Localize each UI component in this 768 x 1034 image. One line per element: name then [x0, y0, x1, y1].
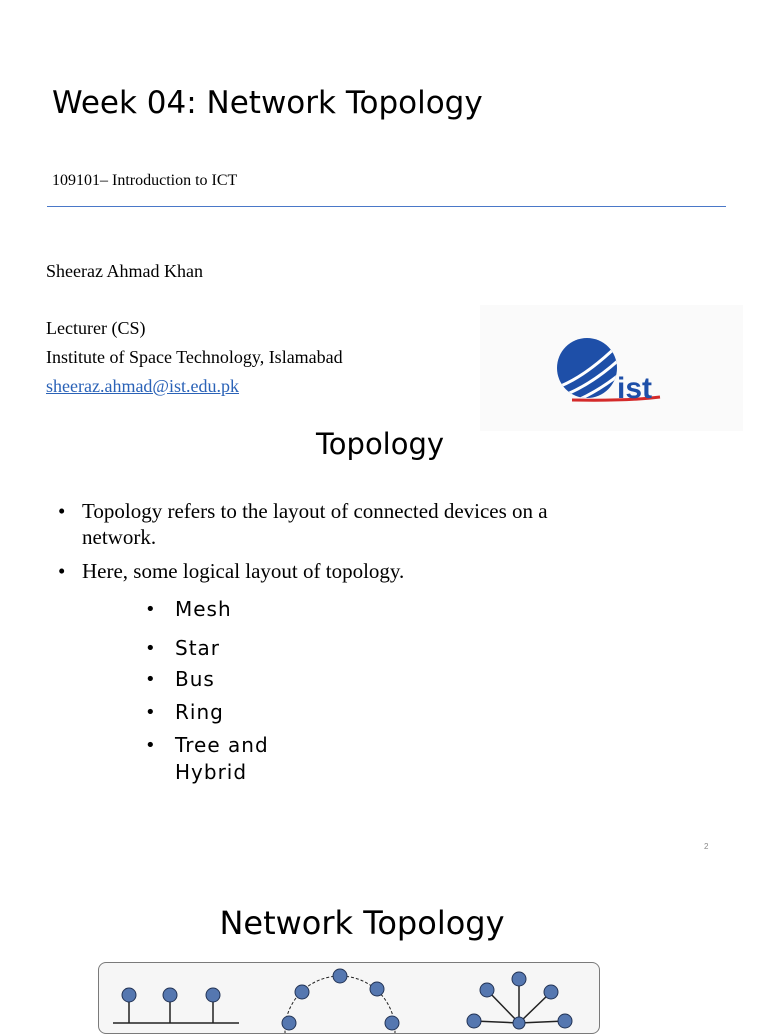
bus-node [163, 988, 177, 1002]
star-node [558, 1014, 572, 1028]
star-node [544, 985, 558, 999]
star-hub [513, 1017, 525, 1029]
bullet-icon: • [145, 702, 157, 723]
ring-topology [282, 969, 399, 1033]
list-item: • Topology refers to the layout of connected devices on a network. [58, 499, 548, 549]
ring-node [385, 1016, 399, 1030]
ring-node [295, 985, 309, 999]
ring-node [282, 1016, 296, 1030]
author-institute: Institute of Space Technology, Islamabad [46, 347, 343, 367]
bullet-icon: • [145, 669, 157, 690]
ring-node [370, 982, 384, 996]
bus-node [206, 988, 220, 1002]
title-divider [47, 206, 726, 207]
list-item: • Tree and Hybrid [145, 733, 269, 784]
ist-logo [480, 305, 743, 431]
network-topology-heading: Network Topology [219, 904, 505, 942]
star-node [480, 983, 494, 997]
bullet-icon: • [58, 559, 66, 583]
slide-title: Week 04: Network Topology [52, 85, 483, 121]
topology-heading: Topology [316, 427, 445, 461]
svg-text:ist: ist [617, 372, 653, 405]
star-node [512, 972, 526, 986]
list-item: • Ring [145, 700, 224, 724]
bus-node [122, 988, 136, 1002]
ring-node [333, 969, 347, 983]
star-node [467, 1014, 481, 1028]
topology-bullets [58, 498, 598, 592]
topology-diagram-graphic [99, 963, 599, 1033]
author-email-link[interactable]: sheeraz.ahmad@ist.edu.pk [46, 376, 240, 396]
ist-logo-graphic [480, 305, 743, 431]
list-item: • Star [145, 636, 221, 660]
course-code: 109101– Introduction to ICT [52, 172, 238, 189]
list-item: • Bus [145, 667, 215, 691]
author-name: Sheeraz Ahmad Khan [46, 261, 203, 281]
bullet-icon: • [145, 638, 157, 659]
list-item: • Here, some logical layout of topology. [58, 559, 405, 583]
topology-diagram [98, 962, 600, 1034]
bullet-icon: • [145, 599, 157, 620]
topology-types [145, 596, 305, 786]
bullet-icon: • [145, 735, 157, 756]
list-item: • Mesh [145, 597, 232, 621]
page-number: 2 [704, 842, 709, 851]
author-role: Lecturer (CS) [46, 318, 146, 338]
bullet-icon: • [58, 499, 66, 523]
